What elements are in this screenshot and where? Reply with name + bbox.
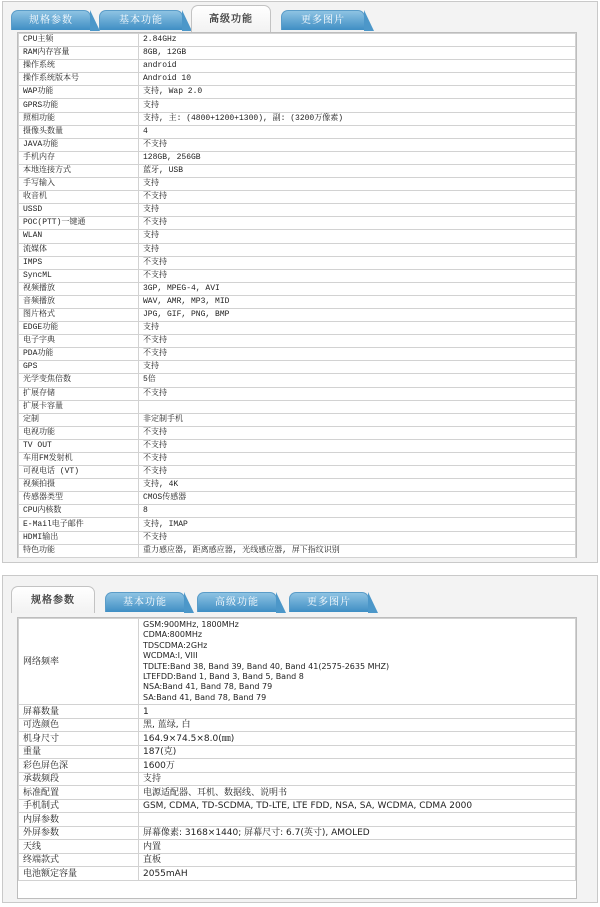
spec-key: 音频播放 (19, 295, 139, 308)
spec-key: 网络频率 (19, 619, 139, 705)
spec-key: 标准配置 (19, 786, 139, 800)
spec-value: 屏幕像素: 3168×1440; 屏幕尺寸: 6.7(英寸), AMOLED (139, 826, 576, 840)
spec-value: 支持 (139, 322, 576, 335)
table-row (19, 335, 576, 348)
table-row (19, 718, 576, 732)
table-row (19, 505, 576, 518)
table-row (19, 840, 576, 854)
spec-key: CPU主频 (19, 34, 139, 47)
table-row (19, 374, 576, 387)
spec-value: 2055mAH (139, 867, 576, 881)
spec-key: 操作系统 (19, 60, 139, 73)
spec-value: 电源适配器、耳机、数据线、说明书 (139, 786, 576, 800)
spec-key: 可视电话 (VT) (19, 466, 139, 479)
spec-key: 终端款式 (19, 853, 139, 867)
table-row (19, 308, 576, 321)
spec-value: 不支持 (139, 387, 576, 400)
table-row (19, 786, 576, 800)
spec-key: 视频播放 (19, 282, 139, 295)
network-band-line: CDMA:800MHz (143, 630, 203, 640)
table-row (19, 772, 576, 786)
spec-key: 天线 (19, 840, 139, 854)
spec-table-container (17, 617, 577, 899)
spec-key: 内屏参数 (19, 813, 139, 827)
spec-key: GPRS功能 (19, 99, 139, 112)
table-row (19, 243, 576, 256)
table-row (19, 282, 576, 295)
spec-value: 支持 (139, 243, 576, 256)
spec-key: EDGE功能 (19, 322, 139, 335)
spec-value: 支持, Wap 2.0 (139, 86, 576, 99)
spec-key: 传感器类型 (19, 492, 139, 505)
spec-key: 电池额定容量 (19, 867, 139, 881)
table-row (19, 178, 576, 191)
network-band-line: GSM:900MHz, 1800MHz (143, 620, 239, 629)
spec-value: 不支持 (139, 439, 576, 452)
spec-key: E-Mail电子邮件 (19, 518, 139, 531)
table-row (19, 479, 576, 492)
spec-key: 操作系统版本号 (19, 73, 139, 86)
table-row (19, 492, 576, 505)
spec-value: 支持 (139, 204, 576, 217)
table-row (19, 47, 576, 60)
table-row (19, 745, 576, 759)
table-row (19, 204, 576, 217)
spec-key: 扩展存储 (19, 387, 139, 400)
spec-key: CPU内核数 (19, 505, 139, 518)
table-row (19, 853, 576, 867)
spec-value: 支持 (139, 361, 576, 374)
spec-key: TV OUT (19, 439, 139, 452)
spec-value: 支持, 主: (4800+1200+1300), 副: (3200万像素) (139, 112, 576, 125)
spec-value: 不支持 (139, 335, 576, 348)
tab-specs[interactable]: 规格参数 (11, 586, 95, 613)
spec-value: 直板 (139, 853, 576, 867)
spec-key: 外屏参数 (19, 826, 139, 840)
spec-key: 手机内存 (19, 151, 139, 164)
table-row (19, 125, 576, 138)
spec-key: 收音机 (19, 191, 139, 204)
spec-value: 4 (139, 125, 576, 138)
spec-value: WAV, AMR, MP3, MID (139, 295, 576, 308)
spec-key: 电子字典 (19, 335, 139, 348)
tab-specs[interactable]: 规格参数 (11, 10, 91, 30)
spec-value: 128GB, 256GB (139, 151, 576, 164)
spec-value: 黑, 蓝绿, 白 (139, 718, 576, 732)
advanced-functions-panel (2, 1, 598, 563)
spec-value (139, 619, 576, 705)
spec-key: 定制 (19, 413, 139, 426)
table-row (19, 99, 576, 112)
spec-key: 本地连接方式 (19, 164, 139, 177)
table-row (19, 138, 576, 151)
spec-key: POC(PTT)一键通 (19, 217, 139, 230)
spec-value: 不支持 (139, 531, 576, 544)
spec-value: 不支持 (139, 191, 576, 204)
spec-value: 支持, IMAP (139, 518, 576, 531)
spec-value: 支持 (139, 99, 576, 112)
spec-value: GSM, CDMA, TD-SCDMA, TD-LTE, LTE FDD, NSA, SA, WCDMA, CDMA 2000 (139, 799, 576, 813)
table-row (19, 453, 576, 466)
table-row (19, 112, 576, 125)
spec-value: 内置 (139, 840, 576, 854)
spec-value (139, 813, 576, 827)
spec-value: 3GP, MPEG-4, AVI (139, 282, 576, 295)
spec-value: 不支持 (139, 453, 576, 466)
table-row (19, 531, 576, 544)
table-row (19, 439, 576, 452)
spec-value: CMOS传感器 (139, 492, 576, 505)
spec-value (139, 400, 576, 413)
spec-key: 彩色屏色深 (19, 759, 139, 773)
spec-key: 光学变焦倍数 (19, 374, 139, 387)
advanced-spec-table (18, 33, 576, 558)
network-band-line: WCDMA:I, VIII (143, 651, 198, 661)
spec-value: 1 (139, 705, 576, 719)
spec-key: 扩展卡容量 (19, 400, 139, 413)
spec-key: PDA功能 (19, 348, 139, 361)
specs-panel (2, 575, 598, 903)
spec-value: Android 10 (139, 73, 576, 86)
spec-value: 164.9×74.5×8.0(㎜) (139, 732, 576, 746)
spec-value: 不支持 (139, 217, 576, 230)
spec-value: 5倍 (139, 374, 576, 387)
table-row (19, 867, 576, 881)
network-band-line: TDLTE:Band 38, Band 39, Band 40, Band 41(2575-2635 MHZ) (143, 661, 390, 671)
table-row (19, 619, 576, 705)
spec-value: 支持 (139, 230, 576, 243)
spec-value: 不支持 (139, 256, 576, 269)
spec-key: 摄像头数量 (19, 125, 139, 138)
table-row (19, 387, 576, 400)
spec-value: 2.84GHz (139, 34, 576, 47)
table-row (19, 34, 576, 47)
network-band-line: NSA:Band 41, Band 78, Band 79 (143, 682, 273, 692)
network-band-line: LTEFDD:Band 1, Band 3, Band 5, Band 8 (143, 672, 304, 682)
tab-advanced-functions[interactable]: 高级功能 (191, 5, 271, 32)
spec-value: 1600万 (139, 759, 576, 773)
table-row (19, 73, 576, 86)
tab-more-images[interactable]: 更多图片 (281, 10, 365, 30)
table-row (19, 230, 576, 243)
table-row (19, 217, 576, 230)
spec-value: 不支持 (139, 269, 576, 282)
spec-key: RAM内存容量 (19, 47, 139, 60)
spec-value: JPG, GIF, PNG, BMP (139, 308, 576, 321)
spec-key: SyncML (19, 269, 139, 282)
tab-bar (3, 2, 597, 32)
spec-value: 非定制手机 (139, 413, 576, 426)
spec-key: 承载频段 (19, 772, 139, 786)
table-row (19, 361, 576, 374)
tab-basic-functions[interactable]: 基本功能 (99, 10, 183, 30)
spec-key: 特色功能 (19, 544, 139, 557)
table-row (19, 295, 576, 308)
spec-value: 支持 (139, 772, 576, 786)
basic-spec-table (18, 618, 576, 881)
table-row (19, 826, 576, 840)
spec-value: 187(克) (139, 745, 576, 759)
spec-value: 蓝牙, USB (139, 164, 576, 177)
spec-key: 流媒体 (19, 243, 139, 256)
tab-more-images[interactable]: 更多图片 (289, 592, 369, 612)
spec-table-container (17, 32, 577, 558)
spec-value: 支持, 4K (139, 479, 576, 492)
spec-key: 照相功能 (19, 112, 139, 125)
spec-key: JAVA功能 (19, 138, 139, 151)
spec-value: 不支持 (139, 348, 576, 361)
spec-value: 8 (139, 505, 576, 518)
table-row (19, 413, 576, 426)
table-row (19, 544, 576, 557)
table-row (19, 400, 576, 413)
spec-key: USSD (19, 204, 139, 217)
spec-key: 手写输入 (19, 178, 139, 191)
table-row (19, 322, 576, 335)
spec-value: 不支持 (139, 138, 576, 151)
spec-key: 视频拍摄 (19, 479, 139, 492)
spec-key: 手机制式 (19, 799, 139, 813)
table-row (19, 759, 576, 773)
network-band-line: TDSCDMA:2GHz (143, 640, 208, 650)
table-row (19, 191, 576, 204)
spec-key: HDMI输出 (19, 531, 139, 544)
table-row (19, 466, 576, 479)
table-row (19, 518, 576, 531)
table-row (19, 426, 576, 439)
spec-key: WLAN (19, 230, 139, 243)
tab-basic-functions[interactable]: 基本功能 (105, 592, 185, 612)
spec-key: 车用FM发射机 (19, 453, 139, 466)
spec-key: 机身尺寸 (19, 732, 139, 746)
table-row (19, 269, 576, 282)
table-row (19, 86, 576, 99)
spec-key: 可选颜色 (19, 718, 139, 732)
spec-key: 重量 (19, 745, 139, 759)
spec-value: 不支持 (139, 426, 576, 439)
spec-value: 8GB, 12GB (139, 47, 576, 60)
spec-value: 不支持 (139, 466, 576, 479)
spec-key: GPS (19, 361, 139, 374)
network-band-line: SA:Band 41, Band 78, Band 79 (143, 692, 267, 702)
spec-value: android (139, 60, 576, 73)
tab-advanced-functions[interactable]: 高级功能 (197, 592, 277, 612)
spec-value: 支持 (139, 178, 576, 191)
table-row (19, 164, 576, 177)
tab-bar (3, 576, 597, 606)
table-row (19, 151, 576, 164)
table-row (19, 60, 576, 73)
table-row (19, 256, 576, 269)
spec-key: 电视功能 (19, 426, 139, 439)
table-row (19, 705, 576, 719)
table-row (19, 732, 576, 746)
table-row (19, 813, 576, 827)
spec-key: WAP功能 (19, 86, 139, 99)
spec-key: IMPS (19, 256, 139, 269)
spec-key: 图片格式 (19, 308, 139, 321)
table-row (19, 348, 576, 361)
spec-key: 屏幕数量 (19, 705, 139, 719)
spec-value: 重力感应器, 距离感应器, 光线感应器, 屏下指纹识别 (139, 544, 576, 557)
table-row (19, 799, 576, 813)
